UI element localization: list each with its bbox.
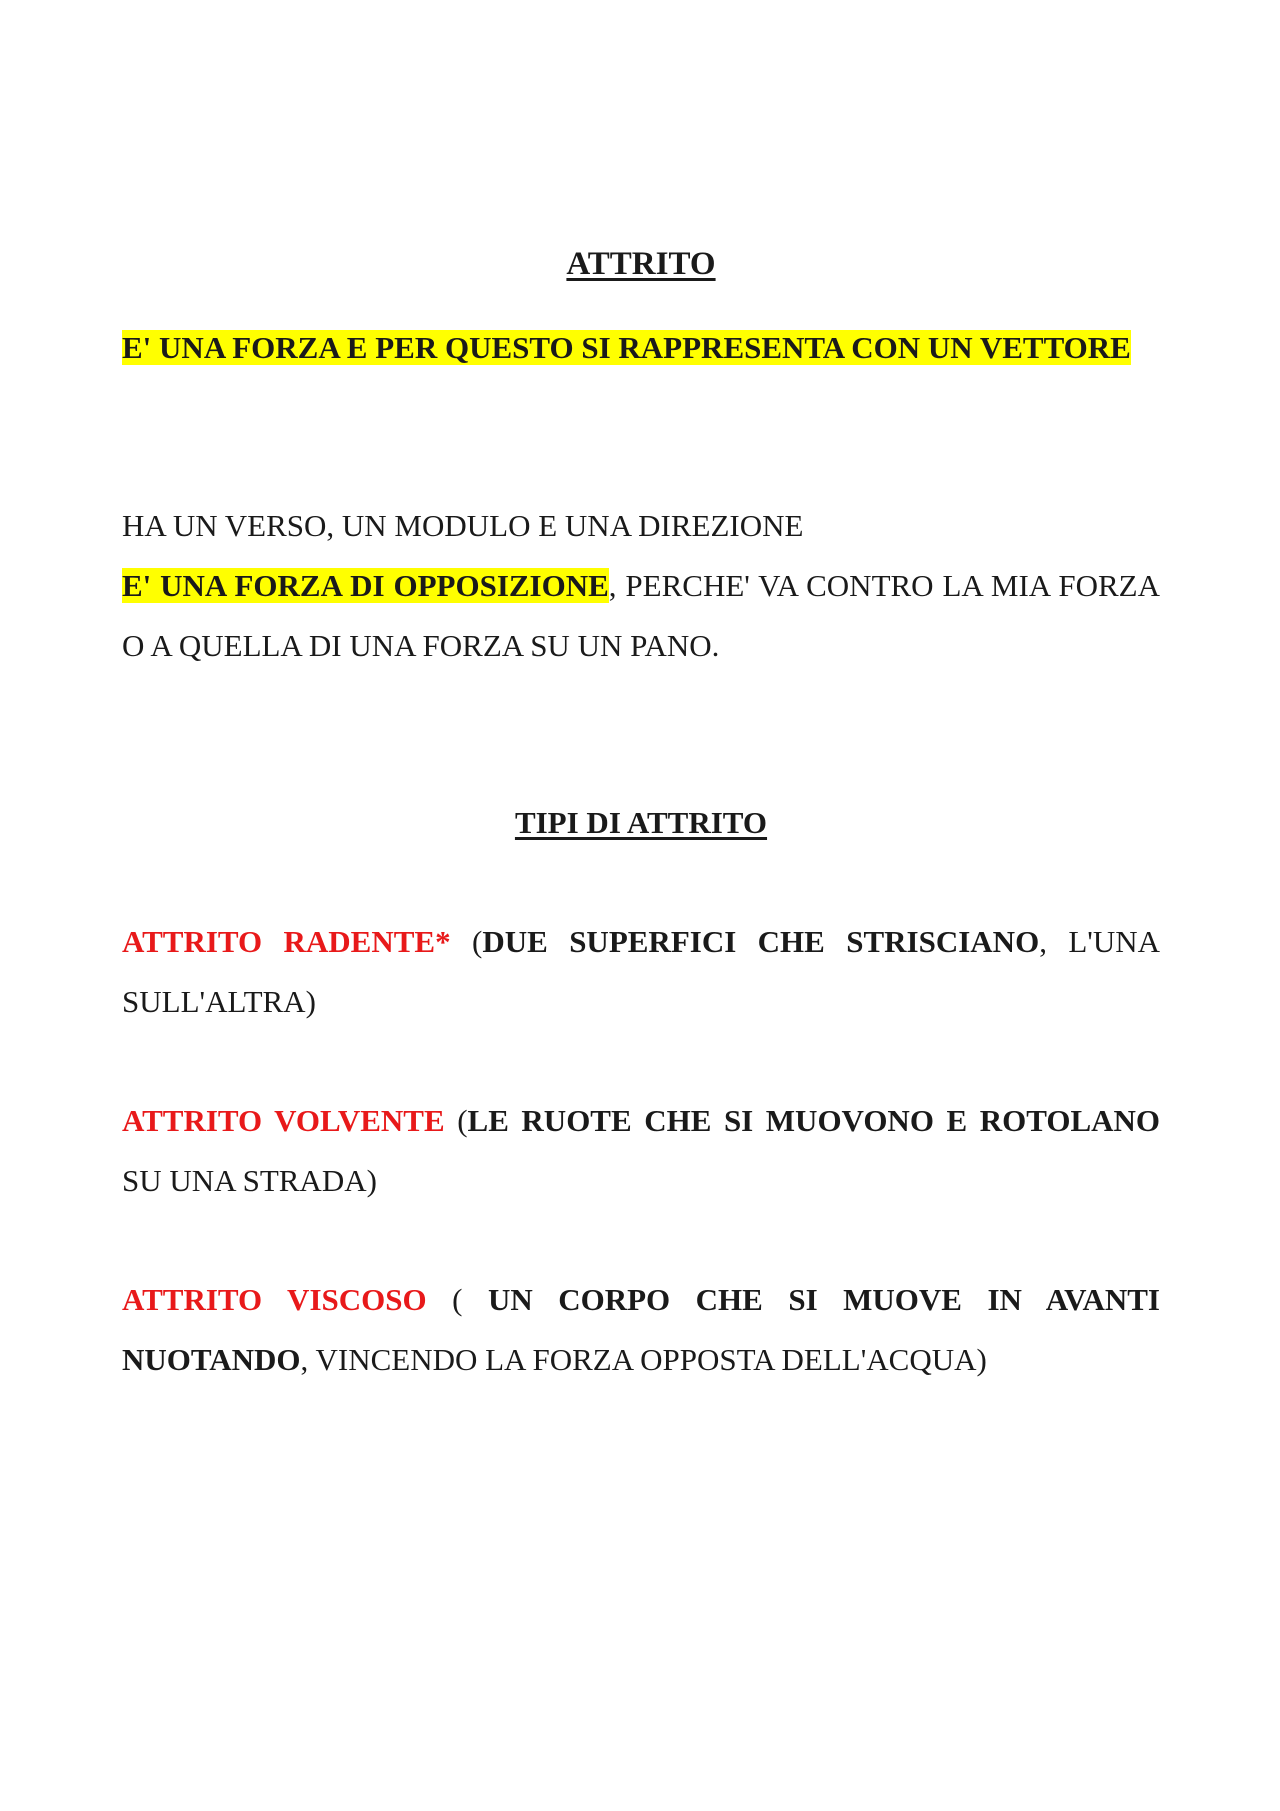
types-title: TIPI DI ATTRITO: [514, 805, 768, 840]
type-name: ATTRITO RADENTE*: [122, 924, 451, 959]
type-description-bold: DUE SUPERFICI CHE STRISCIANO: [482, 924, 1040, 959]
opposition-text: , PERCHE' VA CONTRO LA MIA FORZA O A QUELLA DI UNA FORZA SU UN PANO.: [122, 568, 1160, 663]
type-description-bold: UN CORPO CHE SI MUOVE IN AVANTI NUOTANDO: [122, 1282, 1160, 1377]
type-open-paren: (: [444, 1103, 468, 1138]
type-open-paren: (: [450, 924, 483, 959]
type-description: SU UNA STRADA): [122, 1163, 377, 1198]
page-title: ATTRITO: [566, 246, 716, 282]
definition-highlight: E' UNA FORZA E PER QUESTO SI RAPPRESENTA CON UN VETTORE: [122, 330, 1131, 365]
type-item-radente: [122, 912, 1160, 1032]
type-item-viscoso: [122, 1270, 1160, 1390]
type-open-paren: (: [426, 1282, 488, 1317]
properties-line: HA UN VERSO, UN MODULO E UNA DIREZIONE: [122, 508, 804, 543]
type-item-volvente: [122, 1091, 1160, 1211]
type-description: , L'UNA SULL'ALTRA): [122, 924, 1161, 1019]
properties-paragraph: [122, 496, 1160, 676]
opposition-line: [122, 556, 1160, 676]
type-description-bold: LE RUOTE CHE SI MUOVONO E ROTOLANO: [467, 1103, 1161, 1138]
type-name: ATTRITO VOLVENTE: [122, 1103, 445, 1138]
type-name: ATTRITO VISCOSO: [122, 1282, 427, 1317]
type-description: , VINCENDO LA FORZA OPPOSTA DELL'ACQUA): [300, 1342, 987, 1377]
definition-paragraph: [122, 318, 1160, 378]
opposition-highlight: E' UNA FORZA DI OPPOSIZIONE: [122, 568, 609, 603]
